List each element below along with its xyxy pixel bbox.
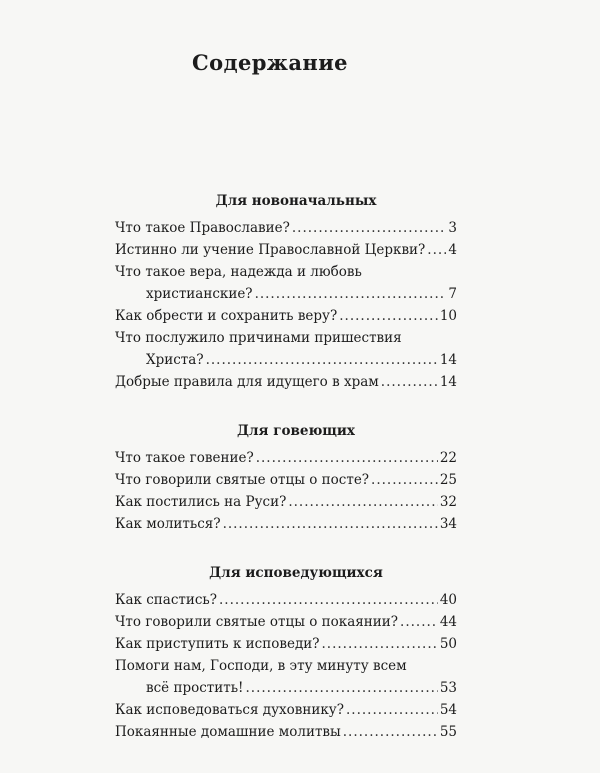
- toc-entry: [115, 217, 457, 239]
- entry-title: Что такое Православие?: [115, 220, 290, 236]
- entry-title: Что такое говение?: [115, 450, 254, 466]
- entry-title: Как спастись?: [115, 592, 218, 608]
- dot-leader: [288, 491, 437, 513]
- toc-entry: [115, 589, 457, 611]
- dot-leader: [255, 283, 447, 305]
- page-number: 32: [439, 494, 457, 510]
- page-number: 10: [439, 308, 457, 324]
- page-number: 40: [439, 592, 457, 608]
- toc-entry: [115, 371, 457, 393]
- toc-entry: [115, 611, 457, 633]
- entry-title: Что говорили святые отцы о посте?: [115, 472, 370, 488]
- section-heading: Для новоначальных: [215, 193, 377, 209]
- entry-title: Как постились на Руси?: [115, 494, 287, 510]
- entry-title: Христа?: [146, 352, 204, 368]
- dot-leader: [322, 633, 438, 655]
- page-number: 25: [439, 472, 457, 488]
- entry-title-first-line: Помоги нам, Господи, в эту минуту всем: [115, 658, 407, 674]
- entry-title: Что говорили святые отцы о покаянии?: [115, 614, 399, 630]
- entry-title: Как исповедоваться духовнику?: [115, 702, 344, 718]
- toc-entry: [115, 491, 457, 513]
- page-number: 3: [448, 220, 457, 236]
- table-of-contents: [115, 193, 457, 773]
- dot-leader: [206, 349, 438, 371]
- entry-title: Добрые правила для идущего в храм: [115, 374, 379, 390]
- page-number: 7: [448, 286, 457, 302]
- toc-entry: [115, 677, 457, 699]
- page-number: 50: [439, 636, 457, 652]
- entry-title: Как приступить к исповеди?: [115, 636, 320, 652]
- dot-leader: [339, 305, 438, 327]
- entry-title-first-line: Что послужило причинами пришествия: [115, 330, 402, 346]
- dot-leader: [219, 589, 438, 611]
- toc-entry: [115, 447, 457, 469]
- entry-title: Истинно ли учение Православной Церкви?: [115, 242, 426, 258]
- page-number: 34: [439, 516, 457, 532]
- dot-leader: [381, 371, 438, 393]
- dot-leader: [371, 469, 438, 491]
- toc-entry: [115, 633, 457, 655]
- dot-leader: [292, 217, 447, 239]
- dot-leader: [400, 611, 438, 633]
- toc-entry: [115, 469, 457, 491]
- entry-title-first-line: Что такое вера, надежда и любовь: [115, 264, 362, 280]
- dot-leader: [343, 721, 438, 743]
- toc-section: [115, 423, 457, 535]
- dot-leader: [427, 239, 446, 261]
- dot-leader: [346, 699, 438, 721]
- entry-title: Как молиться?: [115, 516, 221, 532]
- page-number: 14: [439, 352, 457, 368]
- dot-leader: [245, 677, 437, 699]
- toc-entry: [115, 349, 457, 371]
- page-number: 4: [448, 242, 457, 258]
- page-title: Содержание: [192, 50, 348, 75]
- entry-title: Как обрести и сохранить веру?: [115, 308, 338, 324]
- entry-title: всё простить!: [146, 680, 244, 696]
- toc-entry: [115, 283, 457, 305]
- section-heading: Для говеющих: [237, 423, 355, 439]
- page-number: 22: [439, 450, 457, 466]
- section-heading: Для исповедующихся: [209, 565, 383, 581]
- page-number: 55: [439, 724, 457, 740]
- toc-section: [115, 193, 457, 393]
- page-number: 54: [439, 702, 457, 718]
- entry-title: Покаянные домашние молитвы: [115, 724, 341, 740]
- dot-leader: [223, 513, 438, 535]
- toc-entry: [115, 513, 457, 535]
- toc-entry: [115, 305, 457, 327]
- page-number: 14: [439, 374, 457, 390]
- toc-entry: [115, 699, 457, 721]
- page-number: 53: [439, 680, 457, 696]
- toc-section: [115, 565, 457, 743]
- toc-entry: [115, 239, 457, 261]
- page-number: 44: [439, 614, 457, 630]
- toc-entry: [115, 721, 457, 743]
- dot-leader: [256, 447, 438, 469]
- entry-title: христианские?: [146, 286, 253, 302]
